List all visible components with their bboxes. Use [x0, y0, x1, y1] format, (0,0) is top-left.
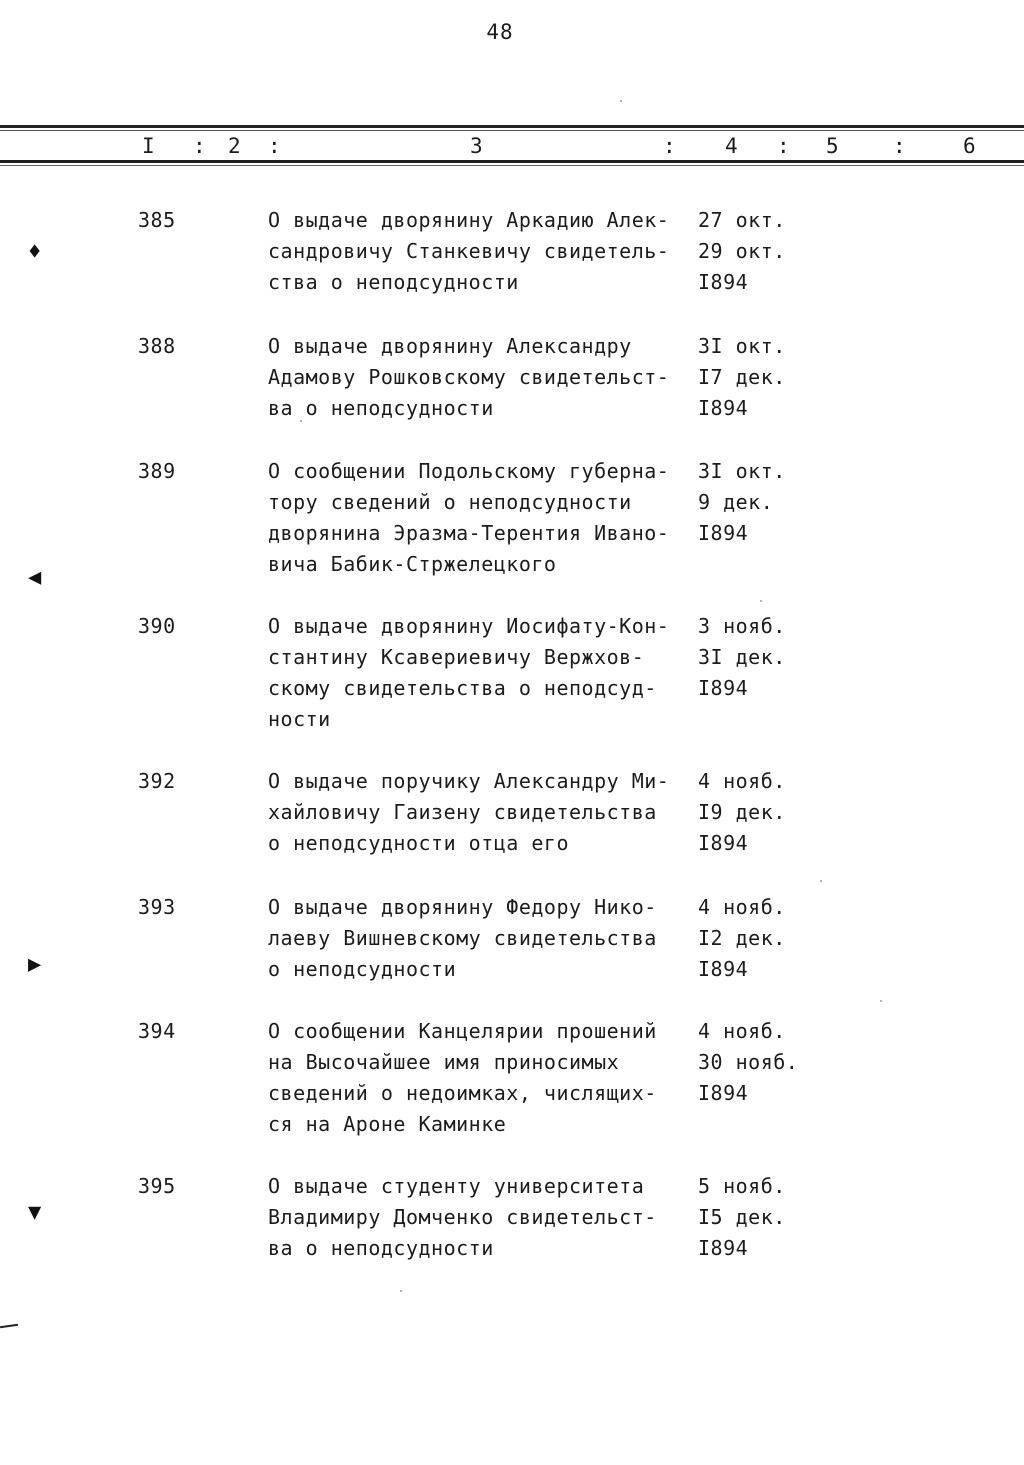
entry-title-line: о неподсудности: [268, 957, 457, 981]
entry-title-line: тору сведений о неподсудности: [268, 490, 632, 514]
entry-dates: [698, 1171, 828, 1264]
entry-title-line: ва о неподсудности: [268, 1236, 494, 1260]
scan-speck: [300, 420, 302, 422]
entry-date: I894: [698, 1236, 749, 1260]
entry-date: 9 дек.: [698, 490, 774, 514]
entry-date: I9 дек.: [698, 800, 786, 824]
column-header-4: 4: [725, 134, 738, 158]
entry-title: [268, 331, 688, 424]
entry-title: [268, 611, 688, 735]
entry-title: [268, 1016, 688, 1140]
entry-title-line: скому свидетельства о неподсуд-: [268, 676, 657, 700]
entry-title: [268, 892, 688, 985]
entry-dates: [698, 611, 828, 704]
entry-title-line: ся на Ароне Каминке: [268, 1112, 507, 1136]
entry-title-line: Адамову Рошковскому свидетельст-: [268, 365, 670, 389]
entry-dates: [698, 1016, 828, 1109]
entry-title-line: сандровичу Станкевичу свидетель-: [268, 239, 670, 263]
entry-title: [268, 205, 688, 298]
entry-number: 388: [138, 334, 176, 358]
header-rule-top: [0, 125, 1024, 128]
binding-mark-icon: ▼: [28, 1200, 42, 1225]
column-separator: :: [893, 134, 906, 158]
entry-date: I894: [698, 831, 749, 855]
column-header-row: [0, 134, 1024, 160]
entry-date: 29 окт.: [698, 239, 786, 263]
entry-title-line: ства о неподсудности: [268, 270, 519, 294]
entry-title-line: О выдаче дворянину Аркадию Алек-: [268, 208, 670, 232]
entry-date: I5 дек.: [698, 1205, 786, 1229]
entry-date: 3I дек.: [698, 645, 786, 669]
entry-date: I894: [698, 270, 749, 294]
entry-title-line: О выдаче поручику Александру Ми-: [268, 769, 670, 793]
column-header-5: 5: [826, 134, 839, 158]
entry-title: [268, 1171, 688, 1264]
entry-title-line: О сообщении Канцелярии прошений: [268, 1019, 657, 1043]
entry-title: [268, 456, 688, 580]
entry-dates: [698, 331, 828, 424]
entry-title-line: дворянина Эразма-Терентия Ивано-: [268, 521, 670, 545]
entry-date: 4 нояб.: [698, 769, 786, 793]
entry-date: I894: [698, 957, 749, 981]
entry-title-line: О выдаче студенту университета: [268, 1174, 645, 1198]
entry-title: [268, 766, 688, 859]
entry-title-line: стантину Ксавериевичу Вержхов-: [268, 645, 645, 669]
column-separator: :: [268, 134, 281, 158]
entry-title-line: лаеву Вишневскому свидетельства: [268, 926, 657, 950]
entry-date: 4 нояб.: [698, 1019, 786, 1043]
entry-dates: [698, 205, 828, 298]
entry-date: I894: [698, 1081, 749, 1105]
entry-number: 390: [138, 614, 176, 638]
entry-title-line: хайловичу Гаизену свидетельства: [268, 800, 657, 824]
scan-speck: [820, 880, 822, 882]
entry-date: 3I окт.: [698, 459, 786, 483]
scan-speck: [620, 100, 622, 102]
entry-title-line: О выдаче дворянину Иосифату-Кон-: [268, 614, 670, 638]
entry-number: 389: [138, 459, 176, 483]
entry-date: I2 дек.: [698, 926, 786, 950]
column-separator: :: [663, 134, 676, 158]
binding-mark-icon: ♦: [28, 240, 42, 265]
scan-speck: [880, 1000, 882, 1002]
page-number: 48: [486, 20, 514, 44]
scan-speck: [400, 1290, 402, 1292]
header-rule-bottom: [0, 160, 1024, 163]
entry-number: 395: [138, 1174, 176, 1198]
scan-speck: [760, 600, 762, 602]
entry-title-line: О выдаче дворянину Александру: [268, 334, 632, 358]
column-header-2: 2: [228, 134, 241, 158]
column-separator: :: [193, 134, 206, 158]
entry-date: I894: [698, 396, 749, 420]
entry-date: 30 нояб.: [698, 1050, 799, 1074]
entry-title-line: О сообщении Подольскому губерна-: [268, 459, 670, 483]
entry-title-line: Владимиру Домченко свидетельст-: [268, 1205, 657, 1229]
entry-dates: [698, 456, 828, 549]
entry-number: 394: [138, 1019, 176, 1043]
entry-date: I7 дек.: [698, 365, 786, 389]
entry-date: 5 нояб.: [698, 1174, 786, 1198]
entry-number: 393: [138, 895, 176, 919]
entry-date: 27 окт.: [698, 208, 786, 232]
margin-tick: [0, 1324, 18, 1328]
header-rule-top-thin: [0, 130, 1024, 131]
entry-date: I894: [698, 676, 749, 700]
entry-title-line: на Высочайшее имя приносимых: [268, 1050, 620, 1074]
entry-title-line: сведений о недоимках, числящих-: [268, 1081, 657, 1105]
column-header-6: 6: [963, 134, 976, 158]
column-separator: :: [777, 134, 790, 158]
entry-dates: [698, 766, 828, 859]
entry-title-line: О выдаче дворянину Федору Нико-: [268, 895, 657, 919]
column-header-3: 3: [470, 134, 483, 158]
entry-number: 392: [138, 769, 176, 793]
binding-mark-icon: ◀: [28, 565, 42, 590]
entry-date: 4 нояб.: [698, 895, 786, 919]
entry-date: 3I окт.: [698, 334, 786, 358]
entry-title-line: о неподсудности отца его: [268, 831, 569, 855]
column-header-1: I: [142, 134, 155, 158]
entry-date: 3 нояб.: [698, 614, 786, 638]
header-rule-bottom-thin: [0, 165, 1024, 166]
entry-title-line: вича Бабик-Стржелецкого: [268, 552, 557, 576]
entry-number: 385: [138, 208, 176, 232]
entry-title-line: ва о неподсудности: [268, 396, 494, 420]
binding-mark-icon: ▶: [28, 952, 42, 977]
entry-dates: [698, 892, 828, 985]
entry-date: I894: [698, 521, 749, 545]
entry-title-line: ности: [268, 707, 331, 731]
